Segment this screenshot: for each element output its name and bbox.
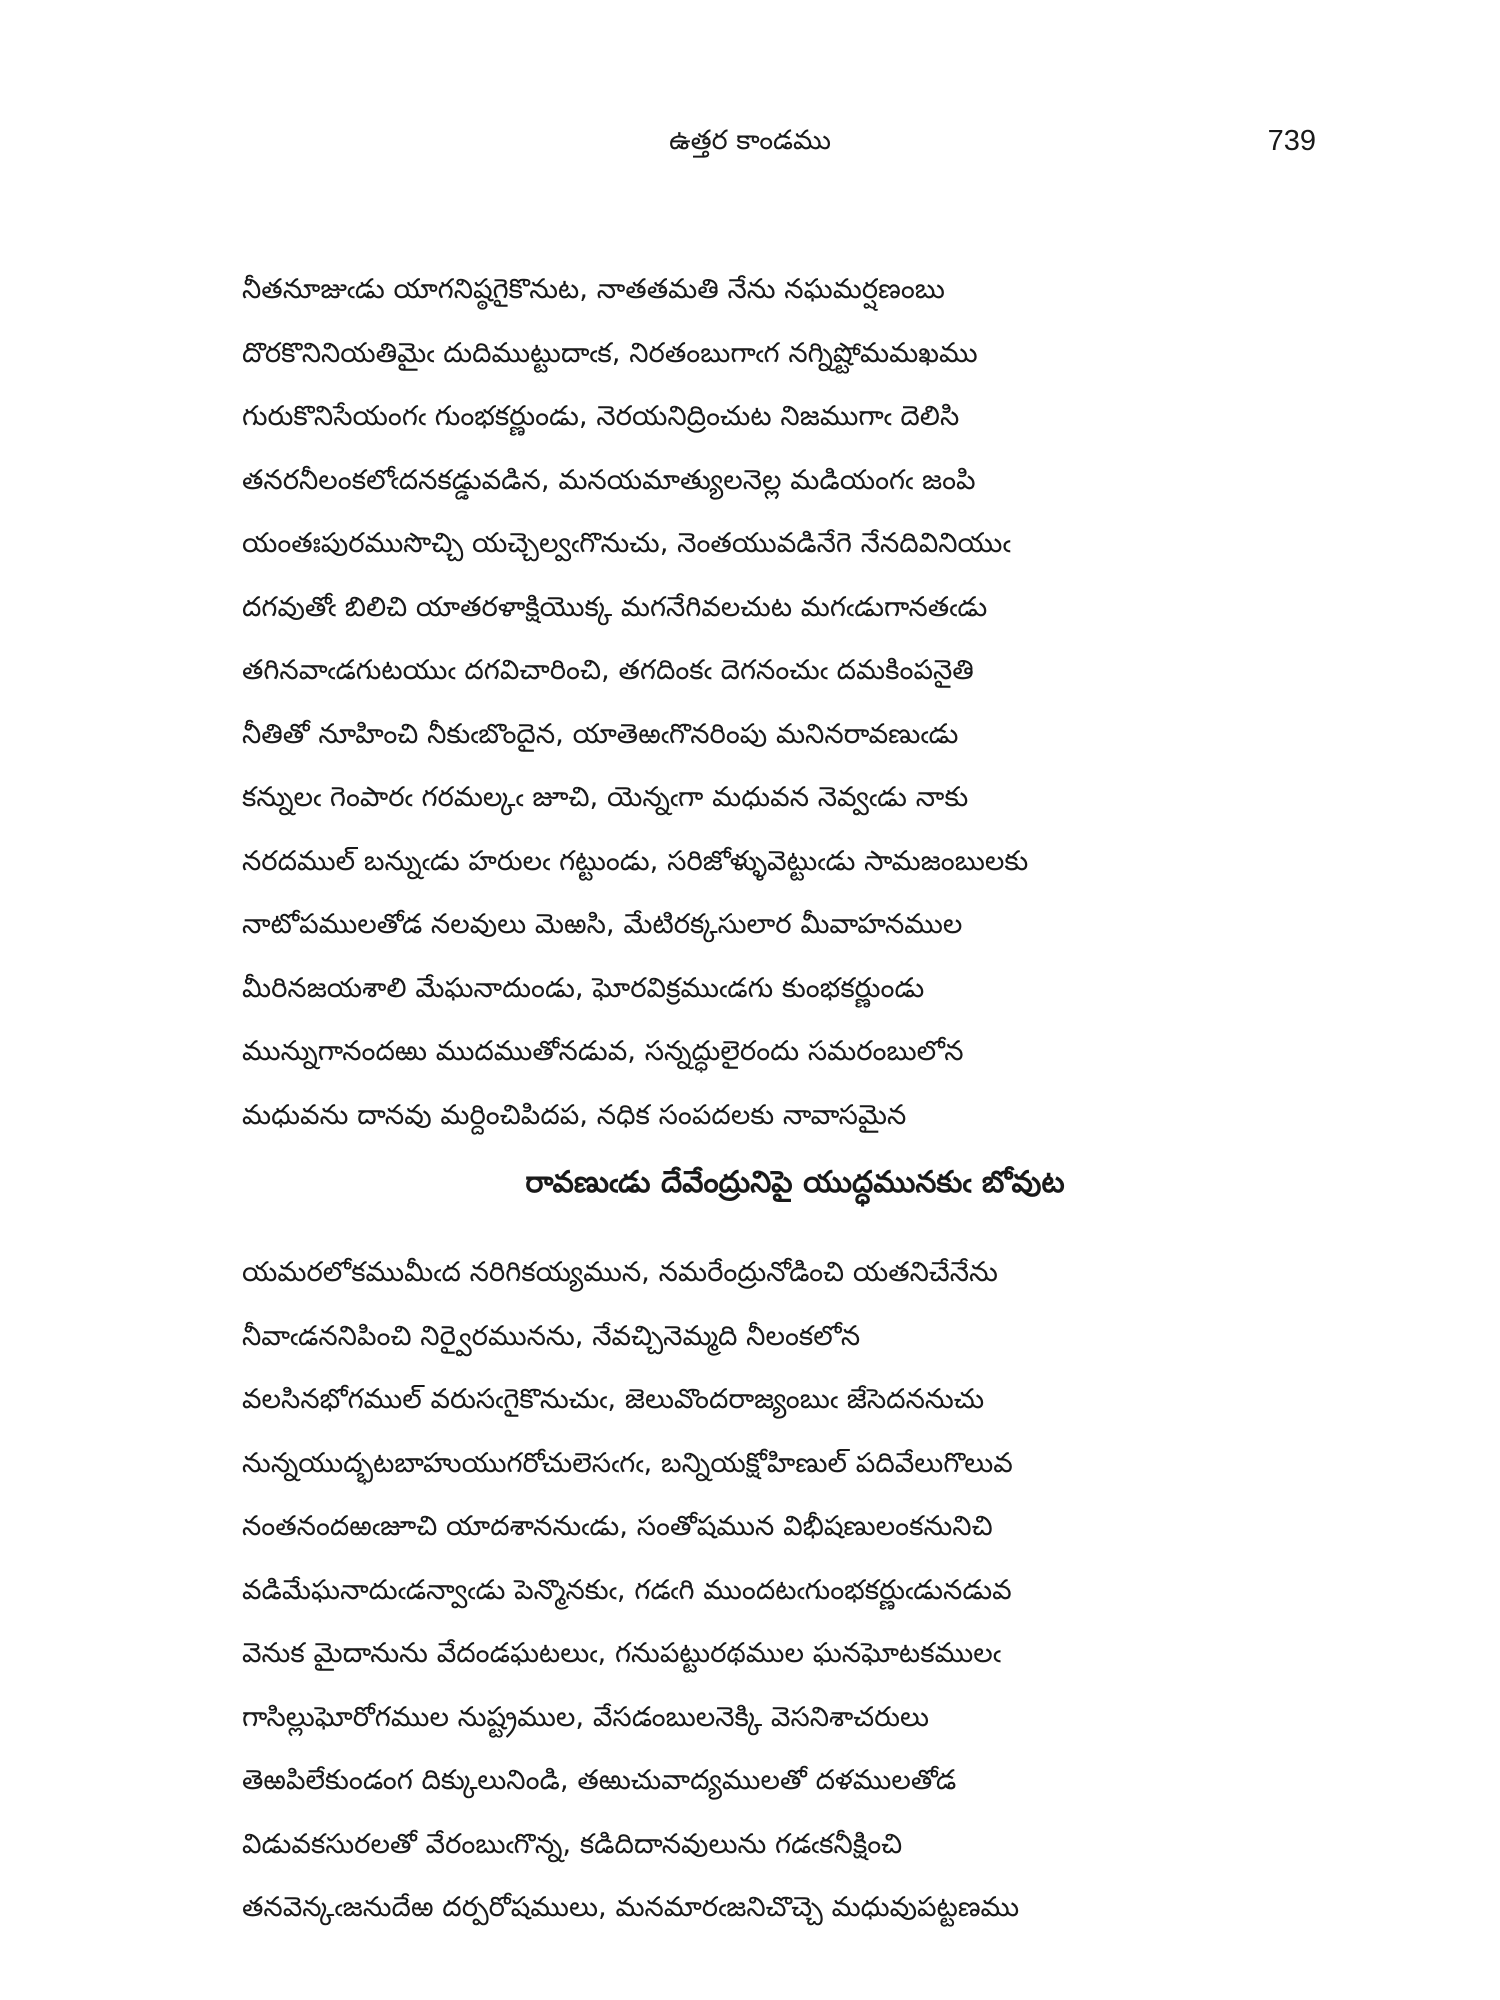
verse-line: మధువను దానవు మర్దించిపిదప, నధిక సంపదలకు నావాసమైన bbox=[242, 1098, 907, 1131]
verse-line: తెఱపిలేకుండంగ దిక్కులునిండి, తఱుచువాద్యములతో దళములతోడ bbox=[242, 1764, 957, 1796]
verse-line: దగవుతోఁ బిలిచి యాతరళాక్షియొక్క మగనేగివలచుట మగఁడుగానతఁడు bbox=[242, 590, 988, 623]
running-title: ఉత్తర కాండము bbox=[669, 125, 831, 156]
verse-line: యమరలోకముమీఁద నరిగికయ్యమున, నమరేంద్రునోడించి యతనిచేనేను bbox=[242, 1256, 998, 1288]
verse-line: నరదముల్ బన్నుఁడు హరులఁ గట్టుండు, సరిజోళ్ళువెట్టుఁడు సామజంబులకు bbox=[242, 844, 1029, 877]
verse-block-1 bbox=[242, 258, 1342, 1147]
verse-line: గురుకొనిసేయంగఁ గుంభకర్ణుండు, నెరయనిద్రించుట నిజముగాఁ దెలిసి bbox=[242, 400, 960, 432]
verse-line: నీవాఁడననిపించి నిర్వైరమునను, నేవచ్చినెమ్మది నీలంకలోన bbox=[242, 1319, 861, 1352]
verse-line: నాటోపములతోడ నలవులు మెఱసి, మేటిరక్కసులార మీవాహనముల bbox=[242, 908, 963, 940]
verse-line: తగినవాఁడగుటయుఁ దగవిచారించి, తగదింకఁ దెగనంచుఁ దమకింపనైతి bbox=[242, 654, 974, 686]
verse-line: వడిమేఘనాదుఁడన్వాఁడు పెన్మొనకుఁ, గడఁగి ముందటఁగుంభకర్ణుఁడునడువ bbox=[242, 1573, 1012, 1606]
verse-block-2 bbox=[242, 1241, 1342, 1940]
verse-line: తనవెన్కఁజనుదేఱ దర్పరోషములు, మనమారఁజనిచొచ్చె మధువుపట్టణము bbox=[242, 1891, 1020, 1923]
verse-line: నీతనూజుఁడు యాగనిష్ఠగైకొనుట, నాతతమతి నేను నఘమర్షణంబు bbox=[242, 273, 945, 305]
verse-line: తనరనీలంకలోఁదనకడ్డువడిన, మనయమాత్యులనెల్ల మడియంగఁ జంపి bbox=[242, 463, 976, 496]
verse-line: కన్నులఁ గెంపారఁ గరమల్కఁ జూచి, యెన్నఁగా మధువన నెవ్వఁడు నాకు bbox=[242, 781, 969, 813]
page-number: 739 bbox=[1267, 125, 1316, 157]
verse-line: దొరకొనినియతిమైఁ దుదిముట్టుదాఁక, నిరతంబుగాఁగ నగ్నిష్టోమమఖము bbox=[242, 336, 978, 369]
verse-line: నున్నయుద్భటబాహుయుగరోచులెసఁగఁ, బన్నియక్షోహిణుల్ పదివేలుగొలువ bbox=[242, 1446, 1013, 1479]
verse-line: నంతనందఱఁజూచి యాదశాననుఁడు, సంతోషమున విభీషణులంకనునిచి bbox=[242, 1510, 993, 1542]
page-header bbox=[0, 118, 1500, 164]
verse-line: యంతఃపురముసొచ్చి యచ్చెల్వఁగొనుచు, నెంతయువడినేగె నేనదివినియుఁ bbox=[242, 527, 1011, 559]
section-heading: రావణుఁడు దేవేంద్రునిపై యుద్ధమునకుఁ బోవుట bbox=[525, 1165, 1065, 1200]
verse-line: వలసినభోగముల్ వరుసఁగైకొనుచుఁ, జెలువొందరాజ్యంబుఁ జేసెదననుచు bbox=[242, 1383, 985, 1415]
verse-line: మీరినజయశాలి మేఘనాదుండు, ఘోరవిక్రముఁడగు కుంభకర్ణుండు bbox=[242, 971, 925, 1004]
verse-line: విడువకసురలతో వేరంబుఁగొన్న, కడిదిదానవులును గడఁకనీక్షించి bbox=[242, 1827, 903, 1860]
verse-line: గాసిల్లుఘోరోగముల నుష్ట్రముల, వేసడంబులనెక్కి వెసనిశాచరులు bbox=[242, 1700, 930, 1733]
verse-line: నీతితో నూహించి నీకుఁబొందైన, యాతెఱఁగొనరింపు మనినరావణుఁడు bbox=[242, 717, 959, 750]
verse-line: మున్నుగానందఱు ముదముతోనడువ, సన్నద్ధులైరందు సమరంబులోన bbox=[242, 1035, 964, 1067]
verse-line: వెనుక మైదానును వేదండఘటలుఁ, గనుపట్టురథముల ఘనఘోటకములఁ bbox=[242, 1637, 1001, 1669]
